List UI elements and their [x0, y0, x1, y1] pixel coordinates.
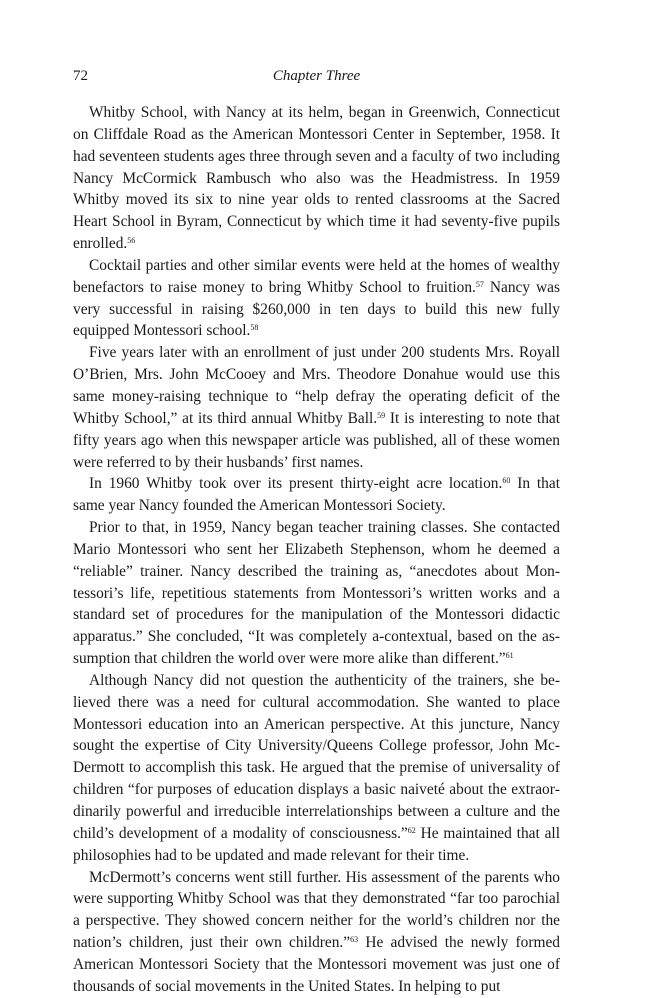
paragraph: [73, 670, 560, 867]
paragraph: [73, 473, 560, 517]
footnote-ref: 59: [377, 410, 386, 420]
paragraph: [73, 867, 560, 998]
page-number: 72: [73, 68, 88, 84]
paragraph: [73, 517, 560, 670]
text-segment: Five years later with an enrollment of just under 200 students Mrs. Royall O’Brien, Mrs. John McCooey and Mrs. Theodore Donahue would use this same money-raising technique to “help defray the operating deficit of the Whitby School,” at its third annual Whitby Ball.: [73, 344, 560, 427]
text-segment: Prior to that, in 1959, Nancy began teacher training classes. She contacted Mario Montessori who sent her Elizabeth Stephenson, whom he deemed a “reliable” trainer. Nancy described the training as, “anecdotes about Montessori’s life, repetitious statements from Montessori’s written works and a standard set of procedures for the manipulation of the Montessori didactic apparatus.” She concluded, “It was completely a-contextual, based on the assumption that children the world over were more alike than different.”: [73, 519, 560, 668]
text-segment: In that same year Nancy founded the American Montessori Society.: [73, 475, 560, 515]
footnote-ref: 60: [502, 476, 511, 486]
text-segment: Although Nancy did not question the authenticity of the trainers, she believed there was a need for cultural accommodation. She wanted to place Montessori education into an American perspective. At this juncture, Nancy sought the expertise of City University/Queens College professor, John McDermott to accomplish this task. He argued that the premise of universality of children “for purposes of education displays a basic naiveté about the extraordinarily powerful and irreducible interrelationships between a culture and the child’s development of a modality of consciousness.”: [73, 671, 560, 842]
footnote-ref: 61: [505, 651, 514, 661]
footnote-ref: 56: [127, 236, 136, 246]
text-segment: Whitby School, with Nancy at its helm, began in Greenwich, Connecticut on Cliffdale Road as the American Montessori Center in September, 1958. It had seventeen students ages three through seven and a faculty of two including Nancy McCormick Rambusch who also was the Headmistress. In 1959 Whitby moved its six to nine year olds to rented classrooms at the Sacred Heart School in Byram, Connecticut by which time it had seventy-five pupils enrolled.: [73, 104, 560, 253]
text-segment: In 1960 Whitby took over its present thirty-eight acre location.: [89, 475, 503, 493]
text-segment: McDermott’s concerns went still further. His assessment of the parents who were supporting Whitby School was that they demonstrated “far too parochial a perspective. They showed concern neither for the world’s children nor the nation’s children, just their own children.”: [73, 868, 560, 952]
paragraph: [73, 102, 560, 255]
paragraph: [73, 255, 560, 342]
body-text: [73, 102, 560, 998]
footnote-ref: 62: [407, 825, 416, 835]
footnote-ref: 58: [250, 323, 259, 333]
text-segment: He maintained that all philosophies had to be updated and made relevant for their time.: [73, 824, 560, 864]
page-header: [73, 68, 560, 88]
footnote-ref: 63: [350, 935, 359, 945]
text-segment: He advised the newly formed American Montessori Society that the Montessori movement was just one of thousands of social movements in the United States. In helping to put: [73, 934, 561, 995]
paragraph: [73, 342, 560, 473]
footnote-ref: 57: [475, 279, 484, 289]
text-segment: Nancy was very successful in raising $260,000 in ten days to build this new fully equipped Montessori school.: [73, 278, 560, 340]
text-segment: It is interesting to note that fifty years ago when this newspaper article was published, all of these women were referred to by their husbands’ first names.: [73, 409, 560, 471]
text-segment: Cocktail parties and other similar events were held at the homes of wealthy benefactors to raise money to bring Whitby School to fruition.: [73, 256, 560, 296]
chapter-running-head: Chapter Three: [272, 68, 361, 84]
